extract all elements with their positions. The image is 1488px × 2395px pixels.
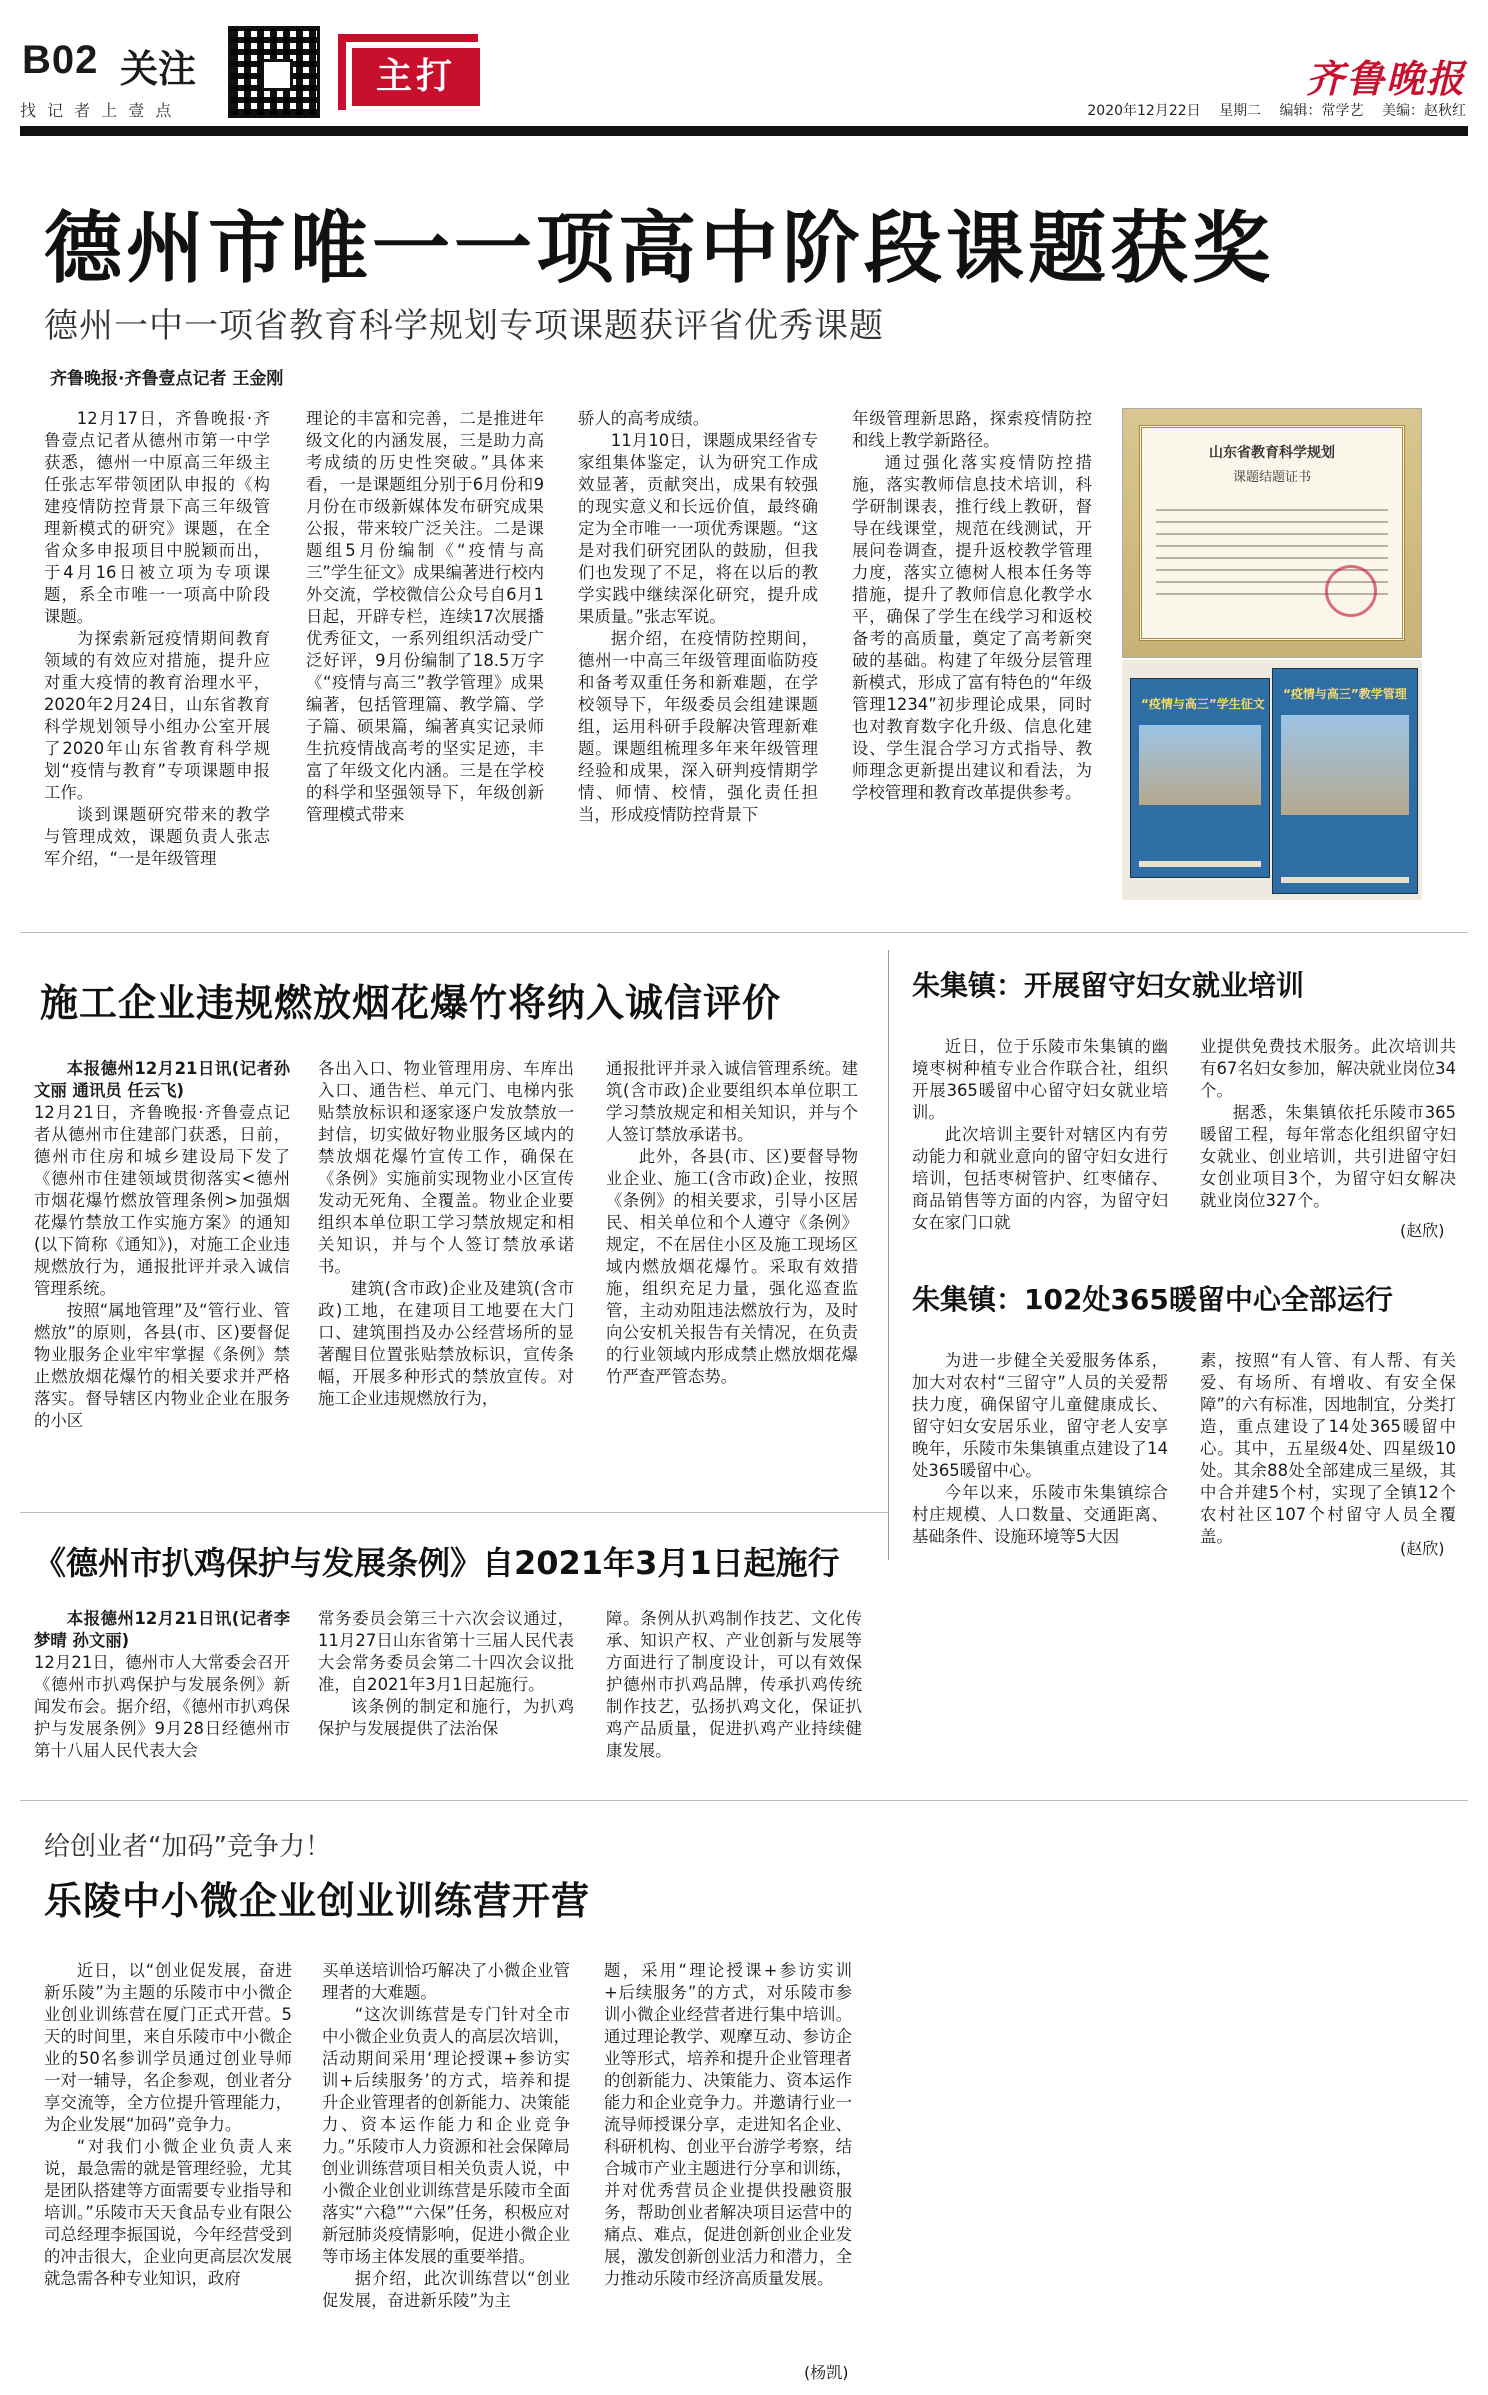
newspaper-logo: 齐鲁晚报 xyxy=(1305,56,1466,101)
paragraph: 常务委员会第三十六次会议通过，11月27日山东省第十三届人民代表大会常务委员会第二十四次会议批准，自2021年3月1日起施行。 xyxy=(318,1609,574,1694)
divider xyxy=(20,932,1468,933)
story5-col3 xyxy=(606,1608,862,1788)
section-tag: 主打 xyxy=(352,48,480,106)
paragraph: 买单送培训恰巧解决了小微企业管理者的大难题。 xyxy=(322,1961,570,2002)
paragraph: “这次训练营是专门针对全市中小微企业负责人的高层次培训，活动期间采用‘理论授课+参访实训+后续服务’的方式，培养和提升企业管理者的创新能力、决策能力、资本运作能力和企业竞争力。”乐陵市人力资源和社会保障局创业训练营项目相关负责人说，中小微企业创业训练营是乐陵市全面落实“六稳”“六保”任务，积极应对新冠肺炎疫情影响，促进小微企业等市场主体发展的重要举措。 xyxy=(322,2005,570,2266)
story6-signature: (杨凯) xyxy=(804,2363,849,2382)
story1-subtitle: 德州一中一项省教育科学规划专项课题获评省优秀课题 xyxy=(44,306,884,346)
paragraph: 为探索新冠疫情期间教育领域的有效应对措施，提升应对重大疫情的教育治理水平，2020年2月24日，山东省教育科学规划领导小组办公室开展了2020年山东省教育科学规划“疫情与教育”专项课题申报工作。 xyxy=(44,629,270,802)
paragraph: 为进一步健全关爱服务体系，加大对农村“三留守”人员的关爱帮扶力度，确保留守儿童健康成长、留守妇女安居乐业，留守老人安享晚年，乐陵市朱集镇重点建设了14处365暖留中心。 xyxy=(912,1351,1168,1480)
story6-headline: 乐陵中小微企业创业训练营开营 xyxy=(44,1879,591,1923)
book-band xyxy=(1281,877,1409,883)
story6-col1 xyxy=(44,1960,292,2380)
editor: 编辑：常学艺 xyxy=(1279,103,1364,119)
paragraph: 各出入口、物业管理用房、车库出入口、通告栏、单元门、电梯内张贴禁放标识和逐家逐户发放禁放一封信，切实做好物业服务区域内的禁放烟花爆竹宣传工作，确保在《条例》实施前实现物业小区宣传发动无死角、全覆盖。物业企业要组织本单位职工学习禁放规定和相关知识，并与个人签订禁放承诺书。 xyxy=(318,1059,574,1276)
book-band xyxy=(1139,861,1261,867)
story5-col2 xyxy=(318,1608,574,1788)
story1-col3 xyxy=(578,408,818,898)
qr-code-icon xyxy=(228,26,320,118)
paragraph: 近日，位于乐陵市朱集镇的幽境枣树种植专业合作联合社，组织开展365暖留中心留守妇女就业培训。 xyxy=(912,1037,1168,1122)
column-divider xyxy=(888,950,889,1560)
weekday: 星期二 xyxy=(1219,103,1262,119)
paragraph: 理论的丰富和完善，二是推进年级文化的内涵发展，三是助力高考成绩的历史性突破。”具体来看，一是课题组分别于6月份和9月份在市级新媒体发布研究成果公报，带来较广泛关注。二是课题组5月份编制《“疫情与高三”学生征文》成果编著进行校内外交流，学校微信公众号自6月1日起，开辟专栏，连续17次展播优秀征文，一系列组织活动受广泛好评，9月份编制了18.5万字《“疫情与高三”教学管理》成果编著，包括管理篇、教学篇、学子篇、硕果篇，编著真实记录师生抗疫情战高考的坚实足迹，丰富了年级文化内涵。三是在学校的科学和坚强领导下，年级创新管理模式带来 xyxy=(306,409,544,824)
book-cover-2 xyxy=(1272,668,1418,894)
paragraph: 素，按照“有人管、有人帮、有关爱、有场所、有增收、有安全保障”的六有标准，因地制宜，分类打造，重点建设了14处365暖留中心。其中，五星级4处、四星级10处。其余88处全部建成三星级，其中合并建5个村，实现了全镇12个农村社区107个村留守人员全覆盖。 xyxy=(1200,1351,1456,1546)
reporter-line: 找 记 者 上 壹 点 xyxy=(20,101,175,120)
book-photo xyxy=(1281,715,1409,815)
book-cover-1 xyxy=(1130,678,1270,878)
paragraph: 11月10日，课题成果经省专家组集体鉴定，认为研究工作成效显著，贡献突出，成果有较强的现实意义和长远价值，最终确定为全市唯一一项优秀课题。“这是对我们研究团队的鼓励，但我们也发现了不足，将在以后的教学实践中继续深化研究，提升成果质量。”张志军说。 xyxy=(578,431,818,626)
paragraph: 谈到课题研究带来的教学与管理成效，课题负责人张志军介绍，“一是年级管理 xyxy=(44,805,270,868)
paragraph: 建筑(含市政)企业及建筑(含市政)工地，在建项目工地要在大门口、建筑围挡及办公经营场所的显著醒目位置张贴禁放标识，宣传条幅，开展多种形式的禁放宣传。对施工企业违规燃放行为， xyxy=(318,1279,574,1408)
story2-headline: 施工企业违规燃放烟花爆竹将纳入诚信评价 xyxy=(40,981,782,1025)
story3-col2 xyxy=(1200,1036,1456,1236)
story5-headline: 《德州市扒鸡保护与发展条例》自2021年3月1日起施行 xyxy=(34,1544,840,1582)
paragraph: 12月17日，齐鲁晚报·齐鲁壹点记者从德州市第一中学获悉，德州一中原高三年级主任张志军带领团队申报的《构建疫情防控背景下高三年级管理新模式的研究》课题，在全省众多申报项目中脱颖而出，于4月16日被立项为专项课题，系全市唯一一项高中阶段课题。 xyxy=(44,409,270,626)
certificate-photo xyxy=(1122,408,1422,658)
paragraph: 据介绍，此次训练营以“创业促发展，奋进新乐陵”为主 xyxy=(322,2269,570,2310)
story4-headline: 朱集镇：102处365暖留中心全部运行 xyxy=(912,1283,1393,1316)
cert-subtitle: 课题结题证书 xyxy=(1232,470,1311,485)
seal-icon xyxy=(1325,565,1377,617)
story1-col4 xyxy=(852,408,1092,898)
issue-date: 2020年12月22日 xyxy=(1087,103,1201,119)
paragraph: 此外，各县(市、区)要督导物业企业、施工(含市政)企业，按照《条例》的相关要求，引导小区居民、相关单位和个人遵守《条例》规定，不在居住小区及施工现场区域内燃放烟花爆竹。采取有效措施，组织充足力量，强化巡查监管，主动劝阻违法燃放行为，及时向公安机关报告有关情况，在负责的行业领域内形成禁止燃放烟花爆竹严查严管态势。 xyxy=(606,1147,858,1386)
paragraph: 近日，以“创业促发展，奋进新乐陵”为主题的乐陵市中小微企业创业训练营在厦门正式开营。5天的时间里，来自乐陵市中小微企业的50名参训学员通过创业导师一对一辅导，名企参观，创业者分享交流等，全方位提升管理能力，为企业发展“加码”竞争力。 xyxy=(44,1961,292,2134)
story3-headline: 朱集镇：开展留守妇女就业培训 xyxy=(912,969,1305,1002)
art-editor: 美编：赵秋红 xyxy=(1382,103,1466,119)
paragraph: 通报批评并录入诚信管理系统。建筑(含市政)企业要组织本单位职工学习禁放规定和相关知识，并与个人签订禁放承诺书。 xyxy=(606,1059,858,1144)
story5-col1 xyxy=(34,1608,290,1788)
paragraph: 骄人的高考成绩。 xyxy=(578,409,710,428)
paragraph: 12月21日，齐鲁晚报·齐鲁壹点记者从德州市住建部门获悉，日前，德州市住房和城乡建设局下发了《德州市住建领域贯彻落实<德州市烟花爆竹燃放管理条例>加强烟花爆竹禁放工作实施方案》的通知(以下简称《通知》)，对施工企业违规燃放行为，通报批评并录入诚信管理系统。 xyxy=(34,1103,290,1298)
paragraph: 此次培训主要针对辖区内有劳动能力和就业意向的留守妇女进行培训，包括枣树管护、红枣储存、商品销售等方面的内容，为留守妇女在家门口就 xyxy=(912,1125,1168,1232)
story5-lead: 本报德州12月21日讯(记者李梦晴 孙文丽) xyxy=(34,1609,290,1650)
story2-col2 xyxy=(318,1058,574,1478)
story1-headline: 德州市唯一一项高中阶段课题获奖 xyxy=(44,204,1275,294)
books-photo xyxy=(1122,660,1422,900)
paragraph: 据悉，朱集镇依托乐陵市365暖留工程，每年常态化组织留守妇女就业、创业培训，共引进留守妇女创业项目3个，为留守妇女解决就业岗位327个。 xyxy=(1200,1103,1456,1210)
story6-kicker: 给创业者“加码”竞争力！ xyxy=(44,1832,331,1862)
story1-col1 xyxy=(44,408,270,898)
paragraph: 障。条例从扒鸡制作技艺、文化传承、知识产权、产业创新与发展等方面进行了制度设计，可以有效保护德州市扒鸡品牌，传承扒鸡传统制作技艺，弘扬扒鸡文化，保证扒鸡产品质量，促进扒鸡产业持续健康发展。 xyxy=(606,1609,862,1760)
divider xyxy=(20,1512,888,1513)
paragraph: 通过强化落实疫情防控措施，落实教师信息技术培训，科学研制课表，推行线上教研，督导在线课堂，规范在线测试，开展问卷调查，提升返校教学管理力度，落实立德树人根本任务等措施，提升了教师信息化教学水平，确保了学生在线学习和返校备考的高质量，奠定了高考新突破的基础。构建了年级分层管理新模式，形成了富有特色的“年级管理1234”初步理论成果，同时也对教育数字化升级、信息化建设、学生混合学习方式指导、教师理念更新提出建议和看法，为学校管理和教育改革提供参考。 xyxy=(852,453,1092,802)
page-code: B02 xyxy=(22,38,99,82)
story2-col3 xyxy=(606,1058,858,1478)
paragraph: 年级管理新思路，探索疫情防控和线上教学新路径。 xyxy=(852,409,1092,450)
header-rule xyxy=(20,126,1468,136)
book-photo xyxy=(1139,725,1261,805)
paragraph: 12月21日，德州市人大常委会召开《德州市扒鸡保护与发展条例》新闻发布会。据介绍，《德州市扒鸡保护与发展条例》9月28日经德州市第十八届人民代表大会 xyxy=(34,1653,290,1760)
story1-byline: 齐鲁晚报·齐鲁壹点记者 王金刚 xyxy=(50,369,284,389)
story1-col2 xyxy=(306,408,544,898)
book1-title: “疫情与高三”学生征文 xyxy=(1141,697,1265,711)
paragraph: 按照“属地管理”及“管行业、管燃放”的原则，各县(市、区)要督促物业服务企业牢牢掌握《条例》禁止燃放烟花爆竹的相关要求并严格落实。督导辖区内物业企业在服务的小区 xyxy=(34,1301,290,1430)
story6-col3 xyxy=(604,1960,852,2380)
cert-title: 山东省教育科学规划 xyxy=(1209,445,1335,461)
paragraph: 该条例的制定和施行，为扒鸡保护与发展提供了法治保 xyxy=(318,1697,574,1738)
dateline xyxy=(1073,100,1466,120)
story6-col2 xyxy=(322,1960,570,2380)
story4-col1 xyxy=(912,1350,1168,1570)
paragraph: 业提供免费技术服务。此次培训共有67名妇女参加，解决就业岗位34个。 xyxy=(1200,1037,1456,1100)
paragraph: 据介绍，在疫情防控期间，德州一中高三年级管理面临防疫和备考双重任务和新难题，在学校领导下，年级委员会组建课题组，运用科研手段解决管理新难题。课题组梳理多年来年级管理经验和成果，深入研判疫情期学情、师情、校情，强化责任担当，形成疫情防控背景下 xyxy=(578,629,818,824)
story4-signature: (赵欣) xyxy=(1400,1539,1445,1558)
book2-title: “疫情与高三”教学管理 xyxy=(1283,687,1407,701)
story2-lead: 本报德州12月21日讯(记者孙文丽 通讯员 任云飞) xyxy=(34,1059,290,1100)
section-name: 关注 xyxy=(120,47,197,91)
story2-col1 xyxy=(34,1058,290,1478)
paragraph: “对我们小微企业负责人来说，最急需的就是管理经验，尤其是团队搭建等方面需要专业指导和培训。”乐陵市天天食品专业有限公司总经理李振国说，今年经营受到的冲击很大，企业向更高层次发展就急需各种专业知识，政府 xyxy=(44,2137,292,2288)
story3-col1 xyxy=(912,1036,1168,1236)
story3-signature: (赵欣) xyxy=(1400,1221,1445,1240)
paragraph: 题，采用“理论授课+参访实训+后续服务”的方式，对乐陵市参训小微企业经营者进行集中培训。通过理论教学、观摩互动、参访企业等形式，培养和提升企业管理者的创新能力、决策能力、资本运作能力和企业竞争力。并邀请行业一流导师授课分享，走进知名企业、科研机构、创业平台游学考察，结合城市产业主题进行分享和训练，并对优秀营员企业提供投融资服务，帮助创业者解决项目运营中的痛点、难点，促进创新创业企业发展，激发创新创业活力和潜力，全力推动乐陵市经济高质量发展。 xyxy=(604,1961,852,2288)
divider xyxy=(20,1800,1468,1801)
paragraph: 今年以来，乐陵市朱集镇综合村庄规模、人口数量、交通距离、基础条件、设施环境等5大因 xyxy=(912,1483,1168,1546)
